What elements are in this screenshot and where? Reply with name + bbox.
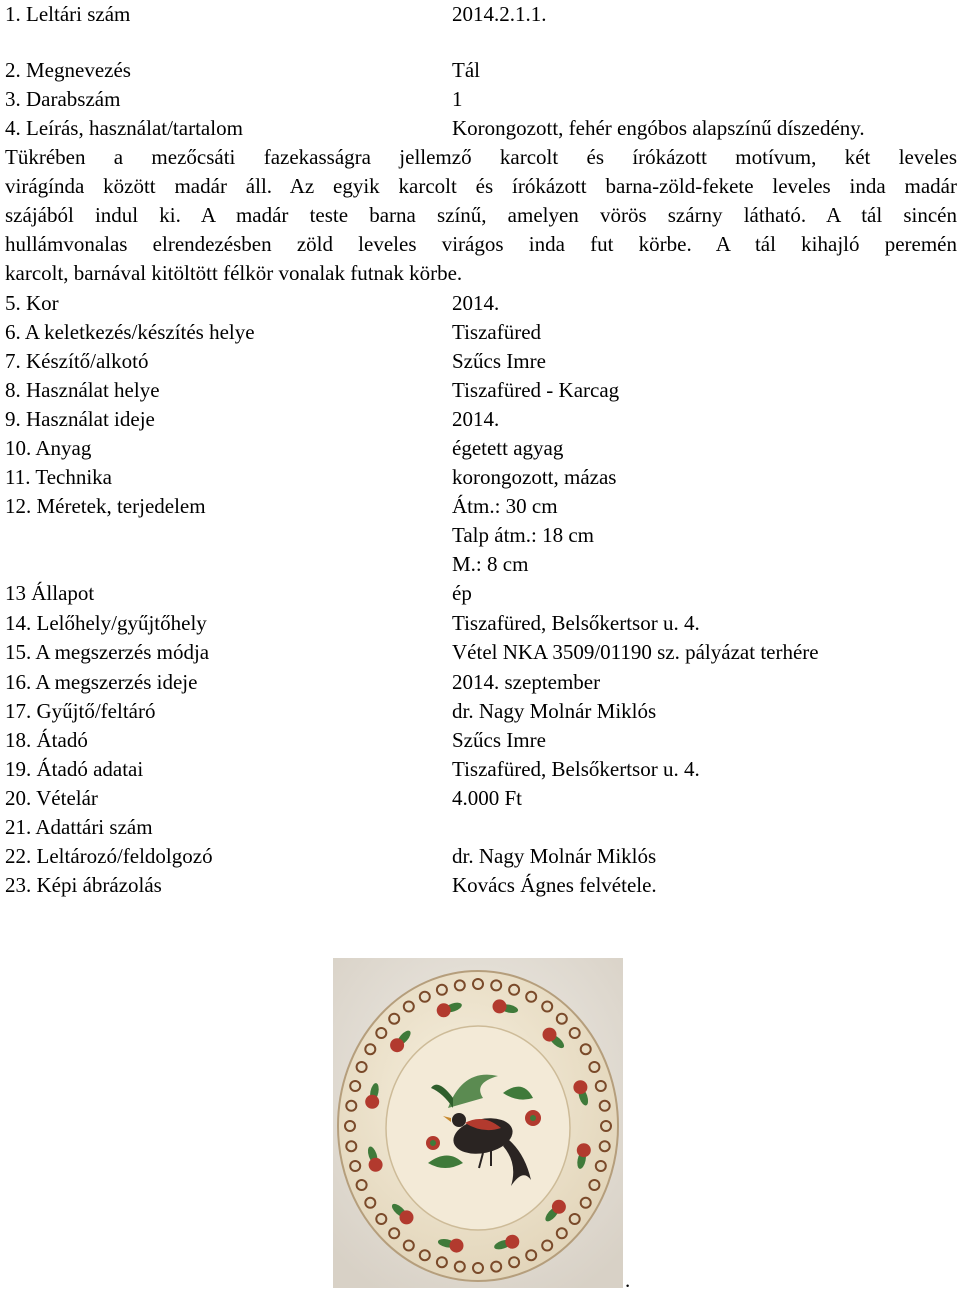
field-label: 23. Képi ábrázolás [5,873,162,897]
band-flower [450,1239,464,1253]
plate-illustration [333,958,623,1288]
band-flower [505,1235,519,1249]
field-value: Szűcs Imre [452,349,546,373]
field-label: 16. A megszerzés ideje [5,670,198,694]
field-label: 22. Leltározó/feldolgozó [5,844,213,868]
field-value: égetett agyag [452,436,564,460]
band-flower [543,1028,557,1042]
field-value: Tiszafüred - Karcag [452,378,620,402]
field-value: Tiszafüred [452,320,542,344]
description-line: hullámvonalas elrendezésben zöld leveles virágos inda fut körbe. A tál kihajló peremén [5,232,957,256]
field-label: 9. Használat ideje [5,407,155,431]
description-line: szájából indul ki. A madár teste barna színű, amelyen vörös szárny látható. A tál sincén [5,203,957,227]
field-value: 4.000 Ft [452,786,523,810]
trailing-dot: . [625,1268,631,1292]
band-flower [369,1158,383,1172]
field-label: 3. Darabszám [5,87,121,111]
field-label: 2. Megnevezés [5,58,131,82]
field-label: 4. Leírás, használat/tartalom [5,116,243,140]
field-value: Tiszafüred, Belsőkertsor u. 4. [452,757,700,781]
field-label: 6. A keletkezés/készítés helye [5,320,255,344]
field-value: Korongozott, fehér engóbos alapszínű díszedény. [452,116,865,140]
field-value: Szűcs Imre [452,728,546,752]
band-flower [552,1200,566,1214]
field-label: 10. Anyag [5,436,92,460]
field-value: ép [452,581,472,605]
description-line: karcolt, barnával kitöltött félkör vonalak futnak körbe. [5,261,463,285]
field-value: dr. Nagy Molnár Miklós [452,699,657,723]
field-value: Vétel NKA 3509/01190 sz. pályázat terhére [452,640,819,664]
field-value: Átm.: 30 cm [452,494,558,518]
description-line: Tükrében a mezőcsáti fazekasságra jellemző karcolt és írókázott motívum, két leveles [5,145,957,169]
field-value: Talp átm.: 18 cm [452,523,594,547]
field-label: 17. Gyűjtő/feltáró [5,699,156,723]
band-flower [577,1143,591,1157]
band-flower [390,1038,404,1052]
field-value: 2014.2.1.1. [452,2,547,26]
field-label: 12. Méretek, terjedelem [5,494,206,518]
field-value: 2014. szeptember [452,670,601,694]
field-value: M.: 8 cm [452,552,529,576]
field-value: Tiszafüred, Belsőkertsor u. 4. [452,611,700,635]
field-label: 19. Átadó adatai [5,757,144,781]
field-label: 11. Technika [5,465,112,489]
field-label: 7. Készítő/alkotó [5,349,149,373]
field-value: 1 [452,87,463,111]
field-label: 5. Kor [5,291,59,315]
band-flower [573,1080,587,1094]
band-flower [365,1095,379,1109]
field-value: Tál [452,58,480,82]
field-value: 2014. [452,407,500,431]
field-label: 8. Használat helye [5,378,160,402]
description-paragraph [5,143,957,288]
field-label: 13 Állapot [5,581,95,605]
field-label: 21. Adattári szám [5,815,153,839]
band-flower [493,999,507,1013]
band-flower [437,1003,451,1017]
field-label: 15. A megszerzés módja [5,640,210,664]
field-value: korongozott, mázas [452,465,617,489]
field-label: 20. Vételár [5,786,98,810]
field-label: 18. Átadó [5,728,88,752]
description-line: virágínda között madár áll. Az egyik karcolt és írókázott barna-zöld-fekete leveles inda madár [5,174,957,198]
plate-photo [333,958,623,1288]
field-value: Kovács Ágnes felvétele. [452,873,657,897]
field-value: 2014. [452,291,500,315]
field-label: 14. Lelőhely/gyűjtőhely [5,611,207,635]
field-label: 1. Leltári szám [5,2,131,26]
field-value: dr. Nagy Molnár Miklós [452,844,657,868]
band-flower [400,1210,414,1224]
